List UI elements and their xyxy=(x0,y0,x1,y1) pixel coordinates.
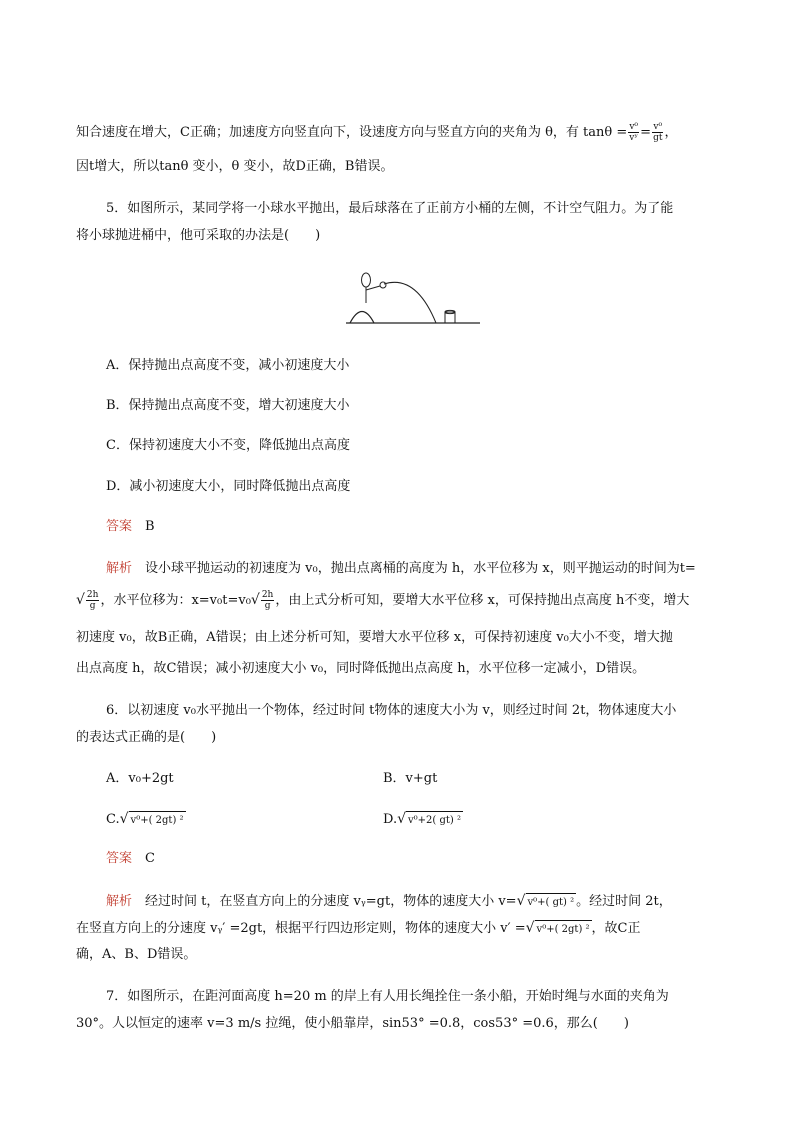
answer-value: C xyxy=(145,851,155,866)
person-head xyxy=(362,273,371,287)
answer-value: B xyxy=(145,519,155,534)
answer-label: 答案 xyxy=(106,851,133,866)
question-6-stem: 的表达式正确的是( ) xyxy=(76,730,217,745)
option-b: B．保持抛出点高度不变，增大初速度大小 xyxy=(106,398,350,413)
option-d: D．减小初速度大小，同时降低抛出点高度 xyxy=(106,479,351,494)
option-c: C.√ v⁰+( 2gt) ² xyxy=(106,810,186,830)
answer-line xyxy=(106,850,155,868)
text-line: 因t增大，所以tanθ 变小，θ 变小，故D正确，B错误。 xyxy=(76,159,394,174)
answer-label: 答案 xyxy=(106,519,133,534)
question-6-stem: 6．以初速度 v₀水平抛出一个物体，经过时间 t物体的速度大小为 v，则经过时间 2t，物体速度大小 xyxy=(106,703,677,718)
explanation-label: 解析 xyxy=(106,561,133,576)
explanation-line: 解析 设小球平抛运动的初速度为 v₀，抛出点离桶的高度为 h，水平位移为 x，则平抛运动的时间为t= xyxy=(106,561,696,576)
option-d: D.√ v⁰+2( gt) ² xyxy=(383,810,463,830)
text-line: 知合速度在增大，C正确；加速度方向竖直向下，设速度方向与竖直方向的夹角为 θ，有 tanθ = $\frac{\text{v⁰}}{\text{vʸ}}$ = $\frac{\text{v⁰}}{gt}$ ， xyxy=(76,122,678,143)
projectile-figure xyxy=(344,268,484,328)
sqrt-fraction: $\frac{2h}{g}$ xyxy=(261,590,274,611)
hill-base xyxy=(350,312,374,324)
explanation-line: 初速度 v₀，故B正确，A错误；由上述分析可知，要增大水平位移 x，可保持初速度 v₀大小不变，增大抛 xyxy=(76,630,673,645)
option-c: C．保持初速度大小不变，降低抛出点高度 xyxy=(106,438,350,453)
fraction: $\frac{\text{v⁰}}{\text{vʸ}}$ xyxy=(629,122,639,143)
explanation-line: 解析 经过时间 t，在竖直方向上的分速度 vᵧ=gt，物体的速度大小 v=√ v⁰+( gt) ² 。经过时间 2t， xyxy=(106,892,672,912)
explanation-line: 确，A、B、D错误。 xyxy=(76,947,197,962)
question-7-stem: 7．如图所示，在距河面高度 h=20 m 的岸上有人用长绳拴住一条小船，开始时绳与水面的夹角为 xyxy=(106,989,669,1004)
option-a: A．v₀+2gt xyxy=(106,771,174,786)
sqrt-fraction: $\frac{2h}{g}$ xyxy=(86,590,99,611)
option-a: A．保持抛出点高度不变，减小初速度大小 xyxy=(106,358,350,373)
question-5-stem: 将小球抛进桶中，他可采取的办法是( ) xyxy=(76,228,321,243)
fraction: $\frac{\text{v⁰}}{gt}$ xyxy=(653,122,663,143)
explanation-label: 解析 xyxy=(106,894,133,909)
trajectory xyxy=(384,282,436,323)
question-5-stem: 5．如图所示，某同学将一小球水平抛出，最后球落在了正前方小桶的左侧，不计空气阻力。为了能 xyxy=(106,201,674,216)
explanation-line: 出点高度 h，故C错误；减小初速度大小 v₀，同时降低抛出点高度 h，水平位移一定减小，D错误。 xyxy=(76,661,646,676)
question-7-stem: 30°。人以恒定的速率 v=3 m/s 拉绳，使小船靠岸，sin53° =0.8，cos53° =0.6，那么( ) xyxy=(76,1016,629,1031)
explanation-line: √ $\frac{2h}{g}$ ，水平位移为：x=v₀t=v₀√ $\frac{2h}{g}$ ，由上式分析可知，要增大水平位移 x，可保持抛出点高度 h不变，增大 xyxy=(76,590,690,611)
explanation-line: 在竖直方向上的分速度 vᵧ′ =2gt，根据平行四边形定则，物体的速度大小 v′ =√ v⁰+( 2gt) ² ，故C正 xyxy=(76,919,641,939)
option-b: B．v+gt xyxy=(383,771,438,786)
answer-line xyxy=(106,518,155,536)
ball xyxy=(380,282,386,288)
